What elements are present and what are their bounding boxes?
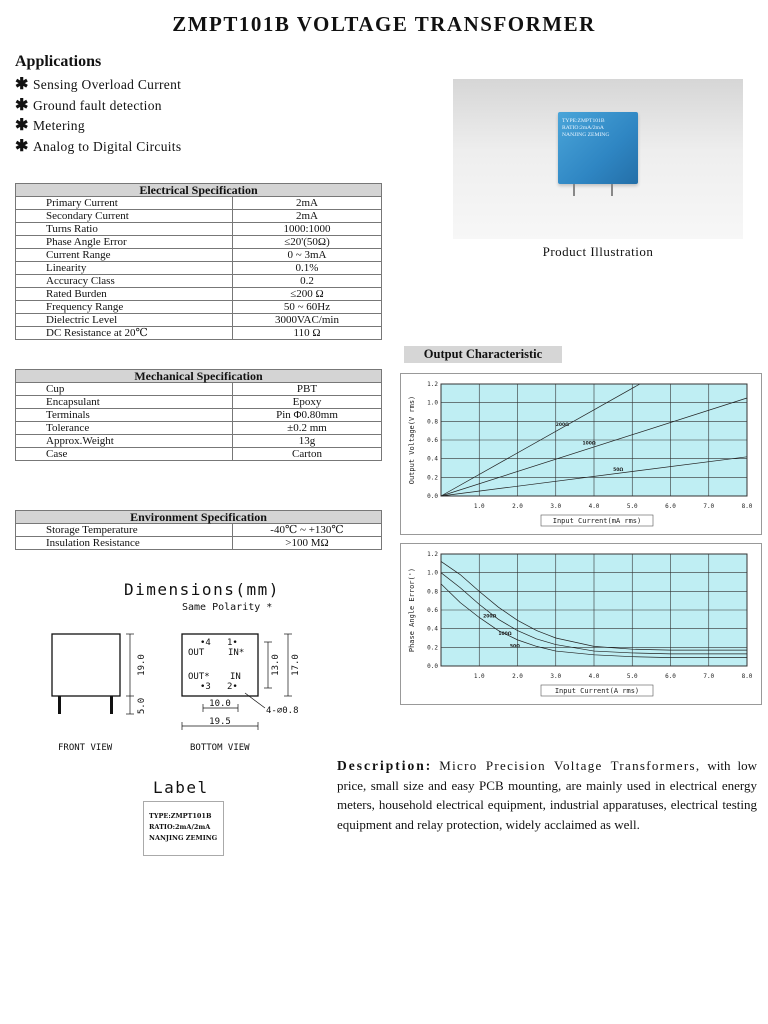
pin4-label: •4 bbox=[200, 638, 211, 648]
label-line: TYPE:ZMPT101B bbox=[149, 812, 212, 820]
x-tick-label: 7.0 bbox=[703, 673, 715, 680]
spec-key: Case bbox=[16, 448, 233, 461]
table-row bbox=[16, 327, 382, 340]
table-row bbox=[16, 249, 382, 262]
x-tick-label: 1.0 bbox=[473, 503, 485, 510]
pin3-label: •3 bbox=[200, 682, 211, 692]
spec-value: PBT bbox=[233, 383, 382, 396]
spec-key: Dielectric Level bbox=[16, 314, 233, 327]
table-row bbox=[16, 223, 382, 236]
table-row bbox=[16, 448, 382, 461]
x-tick-label: 3.0 bbox=[550, 503, 562, 510]
series-label: 200Ω bbox=[555, 423, 569, 428]
spec-value: Pin Φ0.80mm bbox=[233, 409, 382, 422]
series-label: 50Ω bbox=[613, 467, 624, 473]
series-label: 100Ω bbox=[582, 441, 596, 447]
out-top-label: OUT bbox=[188, 648, 205, 658]
spec-value: 3000VAC/min bbox=[233, 314, 382, 327]
x-tick-label: 4.0 bbox=[588, 673, 600, 680]
dim-5-label: 5.0 bbox=[137, 697, 147, 715]
y-tick-label: 0.2 bbox=[427, 474, 438, 482]
spec-value: 13g bbox=[233, 435, 382, 448]
bottom-view-label: BOTTOM VIEW bbox=[190, 743, 250, 753]
description-body: with low price, small size and easy PCB mounting, are mainly used in electrical energy meters, household electrical equipment, industrial apparatuses, electrical testing equipment and relay protection, widely acclaimed as well. bbox=[337, 758, 758, 832]
phase-angle-chart-svg bbox=[401, 544, 761, 704]
y-tick-label: 0.4 bbox=[427, 625, 438, 633]
table-heading: Environment Specification bbox=[16, 511, 382, 524]
x-tick-label: 2.0 bbox=[512, 503, 523, 510]
applications-list bbox=[15, 75, 181, 157]
pin-icon bbox=[573, 184, 575, 196]
series-label: 100Ω bbox=[498, 632, 512, 638]
dimension-drawing bbox=[40, 618, 330, 758]
table-heading: Electrical Specification bbox=[16, 184, 382, 197]
spec-value: Carton bbox=[233, 448, 382, 461]
table-row bbox=[16, 537, 382, 550]
table-row bbox=[16, 236, 382, 249]
front-pin bbox=[58, 696, 61, 714]
pin-icon bbox=[611, 184, 613, 196]
page-title: ZMPT101B VOLTAGE TRANSFORMER bbox=[172, 12, 596, 36]
spec-value: ≤200 Ω bbox=[233, 288, 382, 301]
y-tick-label: 0.8 bbox=[427, 418, 438, 426]
spec-key: Approx.Weight bbox=[16, 435, 233, 448]
in-bottom-label: IN bbox=[230, 672, 241, 682]
x-axis-label: Input Current(mA rms) bbox=[552, 517, 642, 525]
dimensions-heading: Dimensions(mm) bbox=[124, 580, 280, 599]
x-tick-label: 1.0 bbox=[473, 673, 485, 680]
list-item-label: Ground fault detection bbox=[33, 97, 162, 113]
asterisk-icon: ✱ bbox=[15, 117, 29, 135]
table-row bbox=[16, 288, 382, 301]
y-tick-label: 1.0 bbox=[427, 569, 438, 577]
spec-key: Linearity bbox=[16, 262, 233, 275]
spec-value: Epoxy bbox=[233, 396, 382, 409]
y-tick-label: 0.6 bbox=[427, 607, 438, 614]
table-row bbox=[16, 435, 382, 448]
y-axis-label: Output Voltage(V rms) bbox=[408, 395, 416, 485]
spec-value: -40℃ ~ +130℃ bbox=[233, 524, 382, 537]
table-row bbox=[16, 524, 382, 537]
spec-key: Current Range bbox=[16, 249, 233, 262]
in-top-label: IN* bbox=[228, 648, 245, 658]
spec-key: Turns Ratio bbox=[16, 223, 233, 236]
x-tick-label: 7.0 bbox=[703, 503, 715, 510]
polarity-note: Same Polarity * bbox=[182, 602, 273, 613]
pins-dim-label: 4-⌀0.8 bbox=[266, 706, 299, 716]
y-tick-label: 1.2 bbox=[427, 381, 438, 388]
front-view-body bbox=[52, 634, 120, 696]
asterisk-icon: ✱ bbox=[15, 137, 29, 155]
description bbox=[337, 756, 757, 834]
list-item-label: Analog to Digital Circuits bbox=[33, 138, 182, 154]
mechanical-spec-table bbox=[15, 369, 382, 461]
environment-spec-table bbox=[15, 510, 382, 550]
list-item bbox=[15, 137, 181, 158]
spec-value: 110 Ω bbox=[233, 327, 382, 340]
x-tick-label: 5.0 bbox=[626, 503, 638, 510]
spec-key: Frequency Range bbox=[16, 301, 233, 314]
label-sample bbox=[143, 801, 224, 856]
table-row bbox=[16, 396, 382, 409]
y-axis-label: Phase Angle Error(') bbox=[408, 567, 416, 653]
asterisk-icon: ✱ bbox=[15, 76, 29, 93]
list-item-label: Metering bbox=[33, 118, 85, 134]
list-item bbox=[15, 75, 181, 96]
pin2-label: 2• bbox=[227, 682, 238, 692]
table-row bbox=[16, 275, 382, 288]
y-tick-label: 0.2 bbox=[427, 644, 438, 652]
spec-value: 1000:1000 bbox=[233, 223, 382, 236]
front-view-label: FRONT VIEW bbox=[58, 743, 113, 753]
description-lead: Micro Precision Voltage Transformers, bbox=[439, 758, 701, 773]
spec-key: Cup bbox=[16, 383, 233, 396]
transformer-body bbox=[558, 112, 638, 184]
y-tick-label: 0.0 bbox=[427, 663, 438, 670]
spec-key: Insulation Resistance bbox=[16, 537, 233, 550]
description-heading: Description: bbox=[337, 758, 433, 773]
table-row bbox=[16, 422, 382, 435]
product-photo bbox=[453, 79, 743, 239]
y-tick-label: 0.0 bbox=[427, 493, 438, 500]
product-body-text: TYPE:ZMPT101B RATIO:2mA/2mA NANJING ZEMING bbox=[562, 118, 610, 138]
spec-key: Phase Angle Error bbox=[16, 236, 233, 249]
label-line: RATIO:2mA/2mA bbox=[149, 823, 211, 831]
output-voltage-chart bbox=[400, 373, 762, 535]
dim-19-label: 19.0 bbox=[137, 654, 147, 676]
list-item bbox=[15, 96, 181, 117]
spec-value: 0.1% bbox=[233, 262, 382, 275]
table-heading: Mechanical Specification bbox=[16, 370, 382, 383]
spec-value: 0.2 bbox=[233, 275, 382, 288]
spec-key: DC Resistance at 20℃ bbox=[16, 327, 233, 340]
dim-19-5-label: 19.5 bbox=[209, 717, 231, 727]
spec-key: Encapsulant bbox=[16, 396, 233, 409]
x-tick-label: 8.0 bbox=[741, 673, 753, 680]
y-tick-label: 0.4 bbox=[427, 455, 438, 463]
table-row bbox=[16, 197, 382, 210]
y-tick-label: 1.2 bbox=[427, 551, 438, 558]
applications-heading: Applications bbox=[15, 53, 102, 70]
x-tick-label: 6.0 bbox=[665, 673, 676, 680]
table-row bbox=[16, 383, 382, 396]
pin1-label: 1• bbox=[227, 638, 238, 648]
spec-key: Rated Burden bbox=[16, 288, 233, 301]
spec-key: Terminals bbox=[16, 409, 233, 422]
spec-value: >100 MΩ bbox=[233, 537, 382, 550]
spec-value: ±0.2 mm bbox=[233, 422, 382, 435]
electrical-spec-table bbox=[15, 183, 382, 340]
table-row bbox=[16, 314, 382, 327]
series-label: 200Ω bbox=[483, 614, 497, 620]
spec-key: Tolerance bbox=[16, 422, 233, 435]
y-tick-label: 0.8 bbox=[427, 588, 438, 596]
series-label: 50Ω bbox=[509, 644, 520, 650]
table-row bbox=[16, 301, 382, 314]
x-tick-label: 8.0 bbox=[741, 503, 753, 510]
x-tick-label: 5.0 bbox=[626, 673, 638, 680]
spec-value: 2mA bbox=[233, 210, 382, 223]
spec-key: Primary Current bbox=[16, 197, 233, 210]
spec-value: 0 ~ 3mA bbox=[233, 249, 382, 262]
y-tick-label: 1.0 bbox=[427, 399, 438, 407]
list-item-label: Sensing Overload Current bbox=[33, 77, 182, 92]
label-heading: Label bbox=[153, 778, 209, 797]
x-tick-label: 2.0 bbox=[512, 673, 523, 680]
dim-13-label: 13.0 bbox=[271, 654, 281, 676]
phase-angle-chart bbox=[400, 543, 762, 705]
label-line: NANJING ZEMING bbox=[149, 834, 218, 842]
bottom-view-body bbox=[182, 634, 258, 696]
x-tick-label: 6.0 bbox=[665, 503, 676, 510]
front-pin bbox=[110, 696, 113, 714]
product-caption: Product Illustration bbox=[542, 244, 654, 259]
spec-key: Storage Temperature bbox=[16, 524, 233, 537]
output-voltage-chart-svg bbox=[401, 374, 761, 534]
dim-10-label: 10.0 bbox=[209, 699, 231, 709]
y-tick-label: 0.6 bbox=[427, 437, 438, 444]
spec-key: Secondary Current bbox=[16, 210, 233, 223]
spec-value: 2mA bbox=[233, 197, 382, 210]
spec-key: Accuracy Class bbox=[16, 275, 233, 288]
x-tick-label: 3.0 bbox=[550, 673, 562, 680]
x-tick-label: 4.0 bbox=[588, 503, 600, 510]
table-row bbox=[16, 210, 382, 223]
x-axis-label: Input Current(A rms) bbox=[554, 687, 640, 695]
spec-value: ≤20'(50Ω) bbox=[233, 236, 382, 249]
table-row bbox=[16, 409, 382, 422]
spec-value: 50 ~ 60Hz bbox=[233, 301, 382, 314]
asterisk-icon: ✱ bbox=[15, 96, 29, 114]
out-bottom-label: OUT* bbox=[188, 672, 210, 682]
dim-17-label: 17.0 bbox=[291, 654, 301, 676]
list-item bbox=[15, 116, 181, 137]
table-row bbox=[16, 262, 382, 275]
output-characteristic-heading: Output Characteristic bbox=[404, 346, 562, 363]
